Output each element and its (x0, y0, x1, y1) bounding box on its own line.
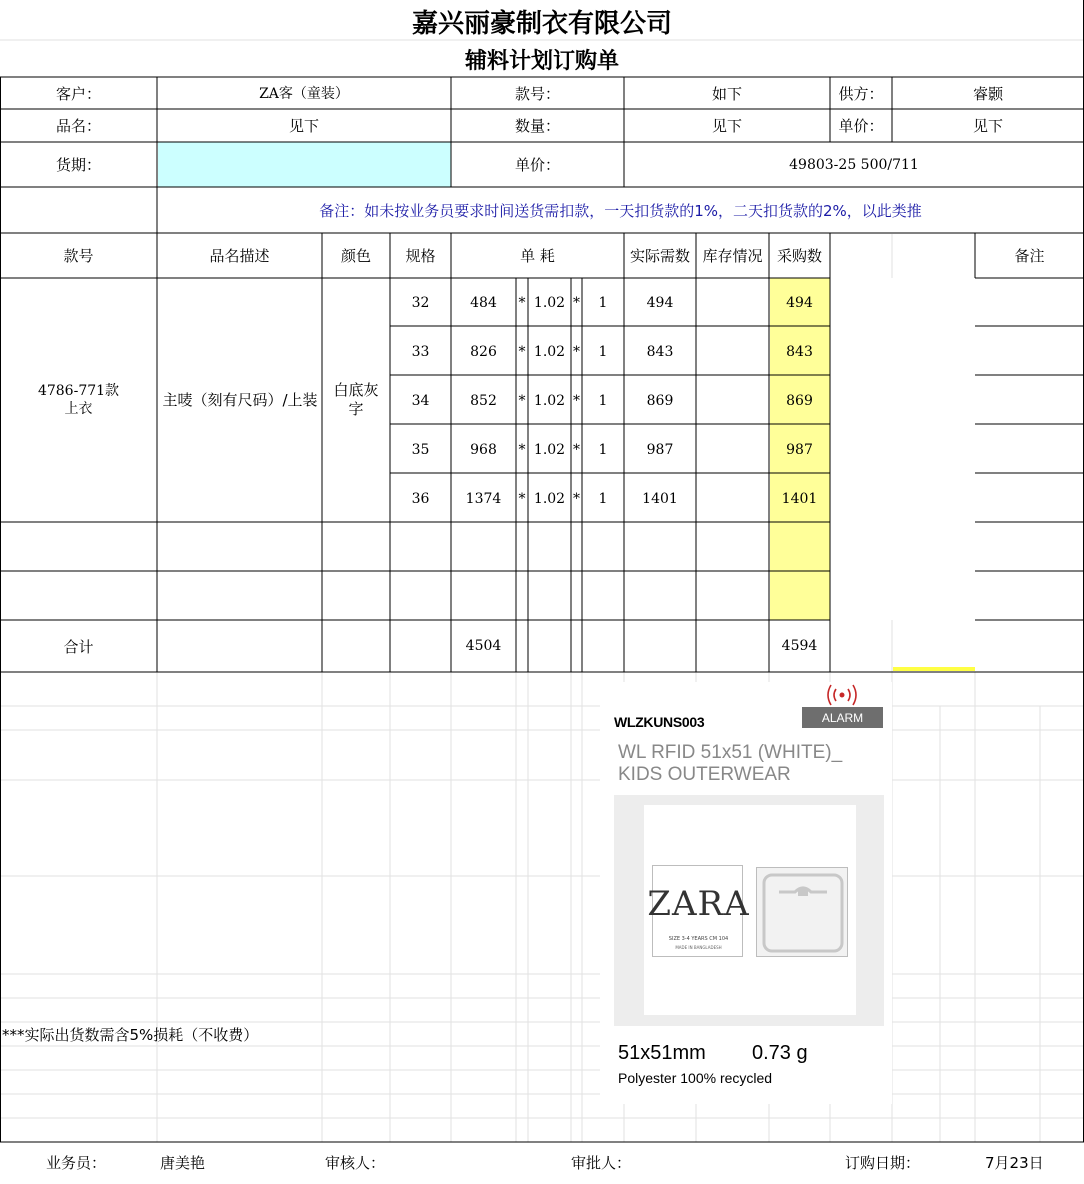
cell-needed[interactable]: 1401 (642, 490, 678, 507)
label-title-line2: KIDS OUTERWEAR (618, 764, 791, 785)
rfid-antenna-icon (757, 868, 849, 958)
cell-mult[interactable]: 1 (598, 441, 608, 458)
label-photo-inner (644, 805, 856, 1015)
tag-origin-text: MADE IN BANGLADESH (675, 944, 722, 950)
cell-op1: * (518, 392, 526, 409)
label-code: WLZKUNS003 (614, 714, 705, 730)
cell-op2: * (573, 441, 580, 458)
brand-logo: ZARA (647, 884, 750, 924)
cell-size[interactable]: 33 (411, 343, 430, 360)
col-remark: 备注 (1014, 247, 1045, 265)
remark-note: 备注：如未按业务员要求时间送货需扣款，一天扣货款的1%，二天扣货款的2%，以此类推 (319, 201, 922, 220)
cell-op2: * (573, 343, 580, 360)
total-label: 合计 (63, 637, 94, 656)
cell-needed[interactable]: 987 (646, 441, 674, 458)
cell-factor[interactable]: 1.02 (533, 490, 566, 507)
delivery-label: 货期： (55, 156, 101, 174)
group-desc[interactable]: 主唛（刻有尺码）/上装 (162, 390, 318, 409)
cell-purchase[interactable]: 869 (786, 392, 813, 409)
rfid-label-image (600, 682, 892, 1104)
cell-needed[interactable]: 869 (646, 392, 674, 409)
cell-qty[interactable]: 852 (470, 392, 497, 409)
cell-size[interactable]: 34 (411, 392, 430, 409)
cell-qty[interactable]: 968 (470, 441, 497, 458)
cell-factor[interactable]: 1.02 (533, 441, 566, 458)
label-weight: 0.73 g (752, 1042, 808, 1064)
cell-mult[interactable]: 1 (598, 343, 608, 360)
cell-size[interactable]: 36 (411, 490, 430, 507)
total-qty[interactable]: 4504 (465, 638, 502, 654)
cell-purchase[interactable]: 843 (786, 343, 813, 360)
col-desc: 品名描述 (209, 247, 270, 265)
sales-value[interactable]: 唐美艳 (160, 1154, 206, 1172)
col-stock: 库存情况 (702, 247, 763, 265)
cell-op1: * (518, 441, 526, 458)
product-value[interactable]: 见下 (288, 117, 319, 135)
cell-op2: * (573, 490, 580, 507)
cell-size[interactable]: 32 (411, 294, 430, 311)
cell-size[interactable]: 35 (411, 441, 430, 458)
rfid-chip-tag (756, 867, 848, 957)
approver-label: 审批人： (571, 1154, 632, 1172)
col-needed: 实际需数 (629, 247, 690, 265)
alarm-badge: ALARM (802, 707, 883, 728)
cell-qty[interactable]: 1374 (465, 490, 502, 507)
date-value[interactable]: 7月23日 (985, 1154, 1044, 1172)
form-title: 辅料计划订购单 (464, 48, 619, 74)
footnote: ***实际出货数需含5%损耗（不收费） (2, 1026, 259, 1044)
cell-mult[interactable]: 1 (598, 392, 608, 409)
product-label: 品名： (55, 117, 101, 135)
label-photo-frame (614, 795, 884, 1026)
cell-purchase[interactable]: 494 (786, 294, 813, 311)
cell-op2: * (573, 294, 580, 311)
qty-label: 数量： (514, 117, 560, 135)
total-purchase[interactable]: 4594 (781, 638, 818, 654)
label-title-line1: WL RFID 51x51 (WHITE)_ (618, 742, 843, 763)
label-size: 51x51mm (618, 1042, 706, 1064)
supplier-label: 供方： (838, 84, 884, 103)
unitprice-value[interactable]: 见下 (972, 117, 1003, 135)
alarm-signal-icon (822, 682, 862, 708)
price2-label: 单价： (514, 156, 560, 174)
cell-mult[interactable]: 1 (598, 490, 608, 507)
cell-op2: * (573, 392, 580, 409)
supplier-value[interactable]: 睿颢 (972, 84, 1003, 103)
price2-value[interactable]: 49803-25 500/711 (789, 156, 919, 173)
cell-needed[interactable]: 843 (646, 343, 674, 360)
zara-tag (647, 865, 750, 957)
reviewer-label: 审核人： (325, 1154, 386, 1172)
col-style: 款号 (63, 247, 94, 265)
col-usage: 单 耗 (520, 247, 555, 265)
qty-value[interactable]: 见下 (711, 117, 742, 135)
sales-label: 业务员： (46, 1154, 107, 1172)
customer-value[interactable]: ZA客（童装） (259, 86, 349, 102)
cell-op1: * (518, 294, 526, 311)
group-color[interactable]: 白底灰字 (333, 381, 379, 418)
style-value[interactable]: 如下 (711, 84, 742, 103)
col-color: 颜色 (340, 247, 371, 265)
cell-needed[interactable]: 494 (646, 294, 674, 311)
cell-purchase[interactable]: 1401 (781, 490, 818, 507)
cell-factor[interactable]: 1.02 (533, 294, 566, 311)
cell-op1: * (518, 343, 526, 360)
date-label: 订购日期： (845, 1154, 921, 1172)
label-material: Polyester 100% recycled (618, 1070, 773, 1086)
cell-mult[interactable]: 1 (598, 294, 608, 311)
col-purchase: 采购数 (776, 247, 822, 265)
unitprice-label: 单价： (838, 117, 884, 135)
tag-size-text: SIZE 3-4 YEARS CM 104 (668, 936, 729, 942)
customer-label: 客户： (55, 84, 101, 103)
cell-factor[interactable]: 1.02 (533, 392, 566, 409)
delivery-value[interactable] (158, 142, 451, 187)
cell-purchase[interactable]: 987 (786, 441, 813, 458)
cell-qty[interactable]: 826 (470, 343, 497, 360)
company-title: 嘉兴丽豪制衣有限公司 (411, 8, 672, 39)
cell-factor[interactable]: 1.02 (533, 343, 566, 360)
group-style[interactable]: 4786-771款 上衣 (37, 383, 120, 417)
style-label: 款号： (514, 84, 560, 103)
cell-qty[interactable]: 484 (470, 294, 497, 311)
col-size: 规格 (405, 247, 436, 265)
cell-op1: * (518, 490, 526, 507)
